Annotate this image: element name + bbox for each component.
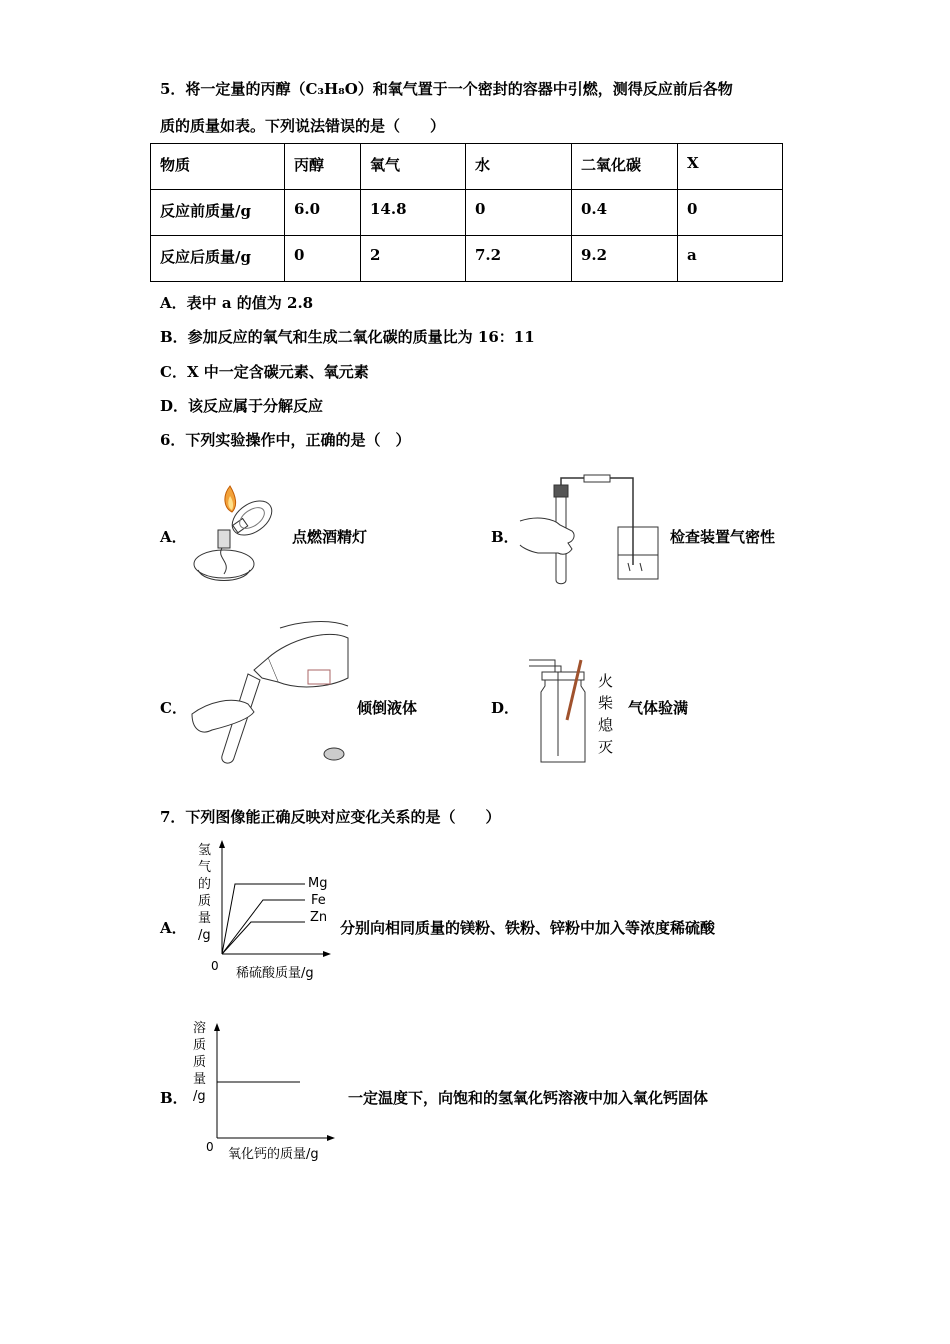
table-cell: 0 <box>285 236 361 282</box>
label-char: /g <box>198 928 211 943</box>
mass-table <box>150 143 783 282</box>
table-cell: 丙醇 <box>285 144 361 190</box>
label-char: 量 <box>198 911 212 926</box>
table-cell: 反应前质量/g <box>151 190 285 236</box>
table-cell: X <box>678 144 783 190</box>
q7a-origin: 0 <box>211 959 219 973</box>
q7-option-b-caption: 一定温度下，向饱和的氢氧化钙溶液中加入氧化钙固体 <box>348 1089 709 1107</box>
q6-option-c-letter: C． <box>160 699 187 717</box>
label-char: 熄 <box>598 716 614 734</box>
q6-option-c-caption: 倾倒液体 <box>357 699 418 717</box>
table-cell: 14.8 <box>361 190 466 236</box>
q7a-x-axis-label: 稀硫酸质量/g <box>236 966 314 981</box>
q7b-chart <box>205 1020 340 1145</box>
q6-stem: 6．下列实验操作中，正确的是（ ） <box>160 431 411 449</box>
alcohol-lamp-figure <box>192 478 282 586</box>
q7-option-a-letter: A． <box>160 919 187 937</box>
q5-option-a: A．表中 a 的值为 2.8 <box>160 294 314 312</box>
series-line-fe <box>222 900 305 954</box>
q5-option-d: D．该反应属于分解反应 <box>160 397 324 415</box>
table-cell: 0 <box>466 190 572 236</box>
table-cell: 氧气 <box>361 144 466 190</box>
label-char: 火 <box>598 672 614 690</box>
q7-option-a-caption: 分别向相同质量的镁粉、铁粉、锌粉中加入等浓度稀硫酸 <box>340 919 716 937</box>
table-cell: 0 <box>678 190 783 236</box>
series-line-mg <box>222 884 305 954</box>
series-label-mg: Mg <box>308 876 328 891</box>
match-label <box>598 670 618 758</box>
series-label-fe: Fe <box>311 893 326 908</box>
label-char: /g <box>193 1089 206 1104</box>
q6-option-b-letter: B． <box>491 528 519 546</box>
label-char: 气 <box>198 860 212 875</box>
label-char: 量 <box>193 1072 207 1087</box>
q6-option-d-letter: D． <box>491 699 520 717</box>
label-char: 氢 <box>198 843 212 858</box>
pour-liquid-figure <box>188 618 353 768</box>
table-header-row <box>151 144 783 190</box>
series-label-zn: Zn <box>310 910 328 925</box>
q7b-x-axis-label: 氧化钙的质量/g <box>228 1147 319 1162</box>
table-cell: a <box>678 236 783 282</box>
q7-option-b-letter: B． <box>160 1089 188 1107</box>
q5-option-c: C．X 中一定含碳元素、氧元素 <box>160 363 369 381</box>
q5-stem-line2: 质的质量如表。下列说法错误的是（ ） <box>160 117 446 135</box>
table-row <box>151 190 783 236</box>
gas-collection-figure <box>525 658 595 766</box>
q6-option-a-letter: A． <box>160 528 187 546</box>
table-cell: 水 <box>466 144 572 190</box>
label-char: 质 <box>193 1038 207 1053</box>
q6-option-d-caption: 气体验满 <box>628 699 689 717</box>
q6-option-b-caption: 检查装置气密性 <box>670 528 776 546</box>
q7b-origin: 0 <box>206 1140 214 1154</box>
table-cell: 0.4 <box>572 190 678 236</box>
label-char: 溶 <box>193 1021 207 1036</box>
label-char: 质 <box>198 894 212 909</box>
table-cell: 6.0 <box>285 190 361 236</box>
table-cell: 2 <box>361 236 466 282</box>
label-char: 灭 <box>598 738 614 756</box>
label-char: 质 <box>193 1055 207 1070</box>
q5-option-b: B．参加反应的氧气和生成二氧化碳的质量比为 16：11 <box>160 328 535 346</box>
q7-stem: 7．下列图像能正确反映对应变化关系的是（ ） <box>160 808 501 826</box>
airtightness-figure <box>518 475 668 585</box>
table-cell: 9.2 <box>572 236 678 282</box>
table-cell: 7.2 <box>466 236 572 282</box>
table-cell: 二氧化碳 <box>572 144 678 190</box>
table-cell: 反应后质量/g <box>151 236 285 282</box>
label-char: 的 <box>198 877 212 892</box>
label-char: 柴 <box>598 694 614 712</box>
table-row <box>151 236 783 282</box>
q6-option-a-caption: 点燃酒精灯 <box>292 528 368 546</box>
table-cell: 物质 <box>151 144 285 190</box>
q5-stem-line1: 5．将一定量的丙醇（C₃H₈O）和氧气置于一个密封的容器中引燃，测得反应前后各物 <box>160 80 733 98</box>
